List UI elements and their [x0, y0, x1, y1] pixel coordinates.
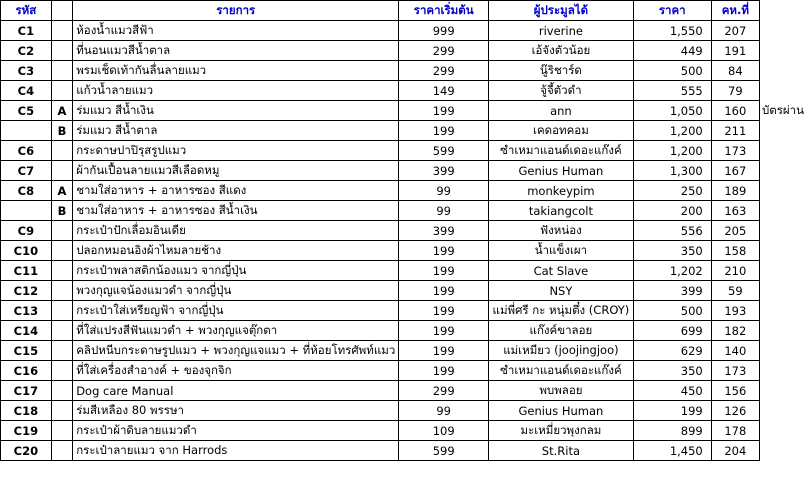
- table-row: [1, 301, 808, 321]
- cell-sub[interactable]: [51, 61, 72, 81]
- cell-votes[interactable]: 207: [711, 21, 759, 41]
- cell-item[interactable]: Dog care Manual: [73, 381, 399, 401]
- cell-item[interactable]: ร่มแมว สีน้ำเงิน: [73, 101, 399, 121]
- cell-votes[interactable]: 156: [711, 381, 759, 401]
- cell-note[interactable]: [759, 381, 807, 401]
- table-row: [1, 101, 808, 121]
- table-row: [1, 241, 808, 261]
- cell-winner[interactable]: นู๊ริชาร์ด: [489, 61, 634, 81]
- cell-votes[interactable]: 178: [711, 421, 759, 441]
- cell-start-price[interactable]: 399: [399, 221, 489, 241]
- cell-sub[interactable]: [51, 361, 72, 381]
- header-code[interactable]: รหัส: [1, 1, 52, 21]
- table-row: [1, 381, 808, 401]
- cell-start-price[interactable]: 99: [399, 201, 489, 221]
- header-item[interactable]: รายการ: [73, 1, 399, 21]
- cell-price[interactable]: 500: [633, 301, 711, 321]
- cell-code[interactable]: C1: [1, 21, 52, 41]
- cell-item[interactable]: กระเป๋าพลาสติกน้องแมว จากญี่ปุ่น: [73, 261, 399, 281]
- cell-start-price[interactable]: 99: [399, 181, 489, 201]
- cell-start-price[interactable]: 399: [399, 161, 489, 181]
- cell-code[interactable]: C3: [1, 61, 52, 81]
- table-row: [1, 261, 808, 281]
- cell-winner[interactable]: ฟังหน่อง: [489, 221, 634, 241]
- cell-votes[interactable]: 210: [711, 261, 759, 281]
- cell-votes[interactable]: 173: [711, 361, 759, 381]
- cell-sub[interactable]: [51, 141, 72, 161]
- cell-winner[interactable]: แก๊งค์ขาลอย: [489, 321, 634, 341]
- cell-note[interactable]: [759, 41, 807, 61]
- cell-note[interactable]: [759, 401, 807, 421]
- table-row: [1, 361, 808, 381]
- cell-start-price[interactable]: 199: [399, 101, 489, 121]
- cell-start-price[interactable]: 299: [399, 381, 489, 401]
- cell-votes[interactable]: 182: [711, 321, 759, 341]
- cell-item[interactable]: ห้องน้ำแมวสีฟ้า: [73, 21, 399, 41]
- cell-price[interactable]: 450: [633, 381, 711, 401]
- cell-sub[interactable]: A: [51, 181, 72, 201]
- cell-item[interactable]: ร่มแมว สีน้ำตาล: [73, 121, 399, 141]
- cell-code[interactable]: C10: [1, 241, 52, 261]
- cell-price[interactable]: 1,550: [633, 21, 711, 41]
- cell-sub[interactable]: [51, 81, 72, 101]
- cell-start-price[interactable]: 199: [399, 341, 489, 361]
- cell-code[interactable]: C6: [1, 141, 52, 161]
- cell-item[interactable]: ปลอกหมอนอิงผ้าไหมลายช้าง: [73, 241, 399, 261]
- cell-sub[interactable]: [51, 381, 72, 401]
- cell-item[interactable]: กระเป๋าผ้าดิบลายแมวดำ: [73, 421, 399, 441]
- cell-winner[interactable]: มะเหมี่ยวพุงกลม: [489, 421, 634, 441]
- cell-start-price[interactable]: 199: [399, 361, 489, 381]
- cell-winner[interactable]: จู้จี้ตัวดำ: [489, 81, 634, 101]
- cell-start-price[interactable]: 199: [399, 241, 489, 261]
- cell-sub[interactable]: [51, 281, 72, 301]
- cell-note[interactable]: [759, 261, 807, 281]
- cell-note[interactable]: [759, 161, 807, 181]
- cell-price[interactable]: 199: [633, 401, 711, 421]
- cell-note[interactable]: [759, 421, 807, 441]
- table-row: [1, 221, 808, 241]
- cell-votes[interactable]: 59: [711, 281, 759, 301]
- header-votes[interactable]: คห.ที่: [711, 1, 759, 21]
- cell-start-price[interactable]: 199: [399, 121, 489, 141]
- cell-price[interactable]: 200: [633, 201, 711, 221]
- cell-price[interactable]: 1,200: [633, 121, 711, 141]
- table-row: [1, 201, 808, 221]
- cell-sub[interactable]: B: [51, 121, 72, 141]
- cell-code[interactable]: C20: [1, 441, 52, 461]
- cell-item[interactable]: กระเป๋าปักเลื่อมอินเดีย: [73, 221, 399, 241]
- cell-winner[interactable]: พบพลอย: [489, 381, 634, 401]
- cell-winner[interactable]: Genius Human: [489, 401, 634, 421]
- cell-start-price[interactable]: 299: [399, 41, 489, 61]
- cell-price[interactable]: 555: [633, 81, 711, 101]
- cell-note[interactable]: [759, 221, 807, 241]
- cell-price[interactable]: 449: [633, 41, 711, 61]
- header-winner[interactable]: ผู้ประมูลได้: [489, 1, 634, 21]
- cell-item[interactable]: ที่ใส่แปรงสีฟันแมวดำ + พวงกุญแจตุ๊กตา: [73, 321, 399, 341]
- cell-votes[interactable]: 79: [711, 81, 759, 101]
- cell-note[interactable]: [759, 341, 807, 361]
- table-row: [1, 321, 808, 341]
- cell-votes[interactable]: 211: [711, 121, 759, 141]
- cell-start-price[interactable]: 599: [399, 441, 489, 461]
- table-row: [1, 181, 808, 201]
- cell-code[interactable]: C18: [1, 401, 52, 421]
- cell-sub[interactable]: [51, 321, 72, 341]
- cell-votes[interactable]: 126: [711, 401, 759, 421]
- cell-votes[interactable]: 173: [711, 141, 759, 161]
- cell-item[interactable]: กระดาษปาปิรุสรูปแมว: [73, 141, 399, 161]
- cell-price[interactable]: 350: [633, 361, 711, 381]
- cell-sub[interactable]: [51, 441, 72, 461]
- cell-code[interactable]: C12: [1, 281, 52, 301]
- cell-price[interactable]: 1,300: [633, 161, 711, 181]
- cell-start-price[interactable]: 199: [399, 281, 489, 301]
- cell-votes[interactable]: 193: [711, 301, 759, 321]
- cell-note[interactable]: [759, 81, 807, 101]
- cell-winner[interactable]: เคดอทคอม: [489, 121, 634, 141]
- cell-sub[interactable]: [51, 161, 72, 181]
- cell-start-price[interactable]: 99: [399, 401, 489, 421]
- cell-votes[interactable]: 140: [711, 341, 759, 361]
- cell-note[interactable]: [759, 361, 807, 381]
- cell-votes[interactable]: 163: [711, 201, 759, 221]
- cell-winner[interactable]: ซำเหมาแอนด์เดอะแก๊งค์: [489, 141, 634, 161]
- cell-code[interactable]: C16: [1, 361, 52, 381]
- table-row: [1, 41, 808, 61]
- cell-code[interactable]: [1, 201, 52, 221]
- cell-votes[interactable]: 205: [711, 221, 759, 241]
- table-row: [1, 341, 808, 361]
- cell-code[interactable]: C15: [1, 341, 52, 361]
- cell-sub[interactable]: B: [51, 201, 72, 221]
- cell-code[interactable]: C8: [1, 181, 52, 201]
- cell-votes[interactable]: 191: [711, 41, 759, 61]
- cell-note[interactable]: [759, 301, 807, 321]
- cell-sub[interactable]: [51, 341, 72, 361]
- cell-item[interactable]: ร่มสีเหลือง 80 พรรษา: [73, 401, 399, 421]
- cell-winner[interactable]: ซำเหมาแอนด์เดอะแก๊งค์: [489, 361, 634, 381]
- cell-code[interactable]: C19: [1, 421, 52, 441]
- cell-code[interactable]: [1, 121, 52, 141]
- cell-sub[interactable]: [51, 261, 72, 281]
- cell-winner[interactable]: แม่เหมียว (joojingjoo): [489, 341, 634, 361]
- cell-start-price[interactable]: 109: [399, 421, 489, 441]
- cell-start-price[interactable]: 149: [399, 81, 489, 101]
- cell-price[interactable]: 1,200: [633, 141, 711, 161]
- header-sub[interactable]: [51, 1, 72, 21]
- cell-note[interactable]: [759, 201, 807, 221]
- cell-note[interactable]: [759, 241, 807, 261]
- table-row: [1, 421, 808, 441]
- header-note[interactable]: [759, 1, 807, 21]
- cell-price[interactable]: 1,450: [633, 441, 711, 461]
- cell-start-price[interactable]: 199: [399, 261, 489, 281]
- cell-winner[interactable]: Genius Human: [489, 161, 634, 181]
- cell-price[interactable]: 399: [633, 281, 711, 301]
- table-row: [1, 61, 808, 81]
- cell-winner[interactable]: takiangcolt: [489, 201, 634, 221]
- cell-sub[interactable]: A: [51, 101, 72, 121]
- cell-price[interactable]: 350: [633, 241, 711, 261]
- cell-note[interactable]: [759, 321, 807, 341]
- cell-note[interactable]: [759, 121, 807, 141]
- cell-code[interactable]: C13: [1, 301, 52, 321]
- cell-winner[interactable]: เอ้จังตัวน้อย: [489, 41, 634, 61]
- table-row: [1, 161, 808, 181]
- cell-note[interactable]: [759, 61, 807, 81]
- cell-sub[interactable]: [51, 301, 72, 321]
- cell-start-price[interactable]: 599: [399, 141, 489, 161]
- cell-winner[interactable]: NSY: [489, 281, 634, 301]
- table-row: [1, 121, 808, 141]
- cell-votes[interactable]: 189: [711, 181, 759, 201]
- cell-note[interactable]: [759, 441, 807, 461]
- cell-note[interactable]: [759, 281, 807, 301]
- cell-winner[interactable]: monkeypim: [489, 181, 634, 201]
- cell-item[interactable]: กระเป๋าใส่เหรียญฟ้า จากญี่ปุ่น: [73, 301, 399, 321]
- cell-winner[interactable]: แม่พี่ศรี กะ หนุ่มตึ๋ง (CROY): [489, 301, 634, 321]
- table-row: [1, 401, 808, 421]
- table-row: [1, 21, 808, 41]
- cell-winner[interactable]: St.Rita: [489, 441, 634, 461]
- cell-item[interactable]: คลิปหนีบกระดาษรูปแมว + พวงกุญแจแมว + ที่ห้อยโทรศัพท์แมว: [73, 341, 399, 361]
- table-row: [1, 141, 808, 161]
- cell-votes[interactable]: 204: [711, 441, 759, 461]
- cell-code[interactable]: C2: [1, 41, 52, 61]
- cell-start-price[interactable]: 999: [399, 21, 489, 41]
- cell-price[interactable]: 629: [633, 341, 711, 361]
- cell-item[interactable]: พวงกุญแจน้องแมวดำ จากญี่ปุ่น: [73, 281, 399, 301]
- table-row: [1, 441, 808, 461]
- cell-item[interactable]: ที่ใส่เครื่องสำอางค์ + ของจุกจิก: [73, 361, 399, 381]
- cell-start-price[interactable]: 299: [399, 61, 489, 81]
- cell-votes[interactable]: 167: [711, 161, 759, 181]
- cell-sub[interactable]: [51, 401, 72, 421]
- cell-sub[interactable]: [51, 421, 72, 441]
- cell-item[interactable]: ที่นอนแมวสีน้ำตาล: [73, 41, 399, 61]
- cell-note[interactable]: [759, 181, 807, 201]
- cell-price[interactable]: 250: [633, 181, 711, 201]
- cell-sub[interactable]: [51, 221, 72, 241]
- cell-price[interactable]: 899: [633, 421, 711, 441]
- cell-price[interactable]: 699: [633, 321, 711, 341]
- cell-votes[interactable]: 160: [711, 101, 759, 121]
- header-start-price[interactable]: ราคาเริ่มต้น: [399, 1, 489, 21]
- cell-price[interactable]: 556: [633, 221, 711, 241]
- cell-start-price[interactable]: 199: [399, 321, 489, 341]
- cell-code[interactable]: C5: [1, 101, 52, 121]
- cell-sub[interactable]: [51, 41, 72, 61]
- cell-votes[interactable]: 84: [711, 61, 759, 81]
- cell-code[interactable]: C7: [1, 161, 52, 181]
- cell-price[interactable]: 1,050: [633, 101, 711, 121]
- cell-code[interactable]: C17: [1, 381, 52, 401]
- cell-item[interactable]: ชามใส่อาหาร + อาหารซอง สีน้ำเงิน: [73, 201, 399, 221]
- cell-start-price[interactable]: 199: [399, 301, 489, 321]
- cell-code[interactable]: C4: [1, 81, 52, 101]
- cell-winner[interactable]: น้ำแข็งเผา: [489, 241, 634, 261]
- table-row: [1, 281, 808, 301]
- cell-note[interactable]: บัตรผ่าน: [761, 102, 804, 117]
- header-price[interactable]: ราคา: [633, 1, 711, 21]
- cell-item[interactable]: แก้วน้ำลายแมว: [73, 81, 399, 101]
- cell-note[interactable]: [759, 21, 807, 41]
- cell-code[interactable]: C9: [1, 221, 52, 241]
- header-row: [1, 1, 808, 21]
- cell-winner[interactable]: Cat Slave: [489, 261, 634, 281]
- cell-price[interactable]: 1,202: [633, 261, 711, 281]
- cell-code[interactable]: C14: [1, 321, 52, 341]
- cell-sub[interactable]: [51, 241, 72, 261]
- cell-item[interactable]: ชามใส่อาหาร + อาหารซอง สีแดง: [73, 181, 399, 201]
- cell-note[interactable]: [759, 141, 807, 161]
- cell-item[interactable]: กระเป๋าลายแมว จาก Harrods: [73, 441, 399, 461]
- cell-code[interactable]: C11: [1, 261, 52, 281]
- cell-winner[interactable]: riverine: [489, 21, 634, 41]
- cell-item[interactable]: ผ้ากันเปื้อนลายแมวสีเลือดหมู: [73, 161, 399, 181]
- cell-price[interactable]: 500: [633, 61, 711, 81]
- cell-votes[interactable]: 158: [711, 241, 759, 261]
- cell-sub[interactable]: [51, 21, 72, 41]
- cell-item[interactable]: พรมเช็ดเท้ากันลื่นลายแมว: [73, 61, 399, 81]
- table-row: [1, 81, 808, 101]
- cell-winner[interactable]: ann: [489, 101, 634, 121]
